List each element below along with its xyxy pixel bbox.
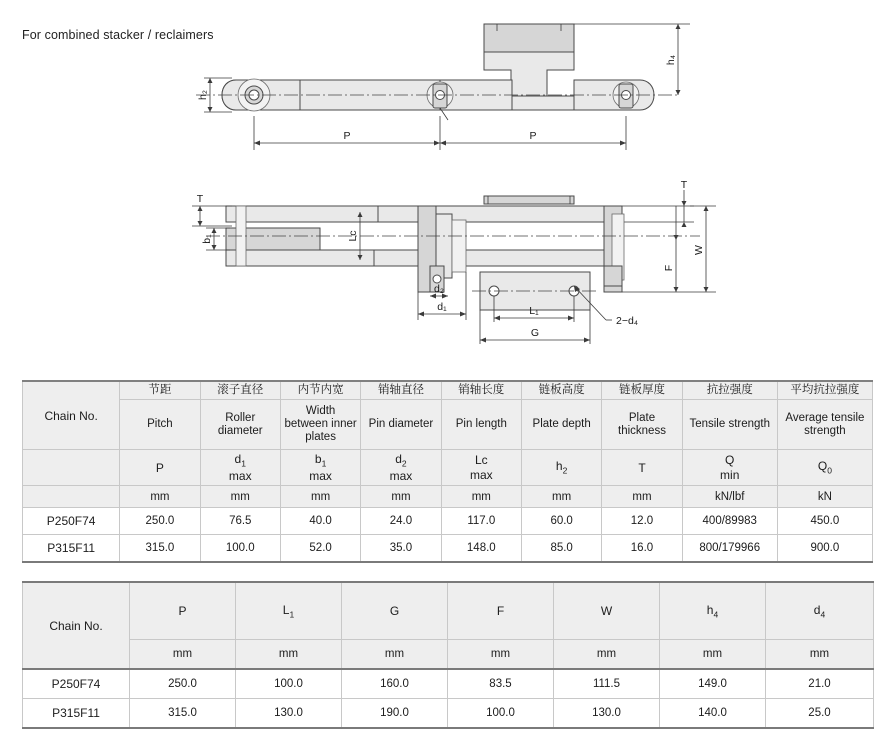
cell-value: 190.0: [342, 699, 448, 729]
cell-value: 24.0: [361, 508, 441, 535]
cell-value: 25.0: [766, 699, 874, 729]
cell-value: 315.0: [130, 699, 236, 729]
header-cjk-avg-tensile-strength: 平均抗拉强度: [777, 381, 872, 400]
unit-G: mm: [342, 640, 448, 670]
cell-value: 85.0: [521, 535, 601, 563]
cell-value: 250.0: [130, 669, 236, 699]
unit-W: mm: [554, 640, 660, 670]
label-h2: h₂: [197, 90, 209, 100]
header-d4: $d_4$: [766, 582, 874, 640]
table-row: [23, 508, 873, 535]
header-W: W: [554, 582, 660, 640]
header-cjk-tensile-strength: 抗拉强度: [682, 381, 777, 400]
unit-F: mm: [448, 640, 554, 670]
symbol-h2: $h_2$: [521, 450, 601, 486]
unit-d4: mm: [766, 640, 874, 670]
cell-value: 900.0: [777, 535, 872, 563]
cell-value: 130.0: [236, 699, 342, 729]
unit-Lc: mm: [441, 486, 521, 508]
header-L1: $L_1$: [236, 582, 342, 640]
cell-value: 250.0: [120, 508, 200, 535]
table-row-symbols: [23, 450, 873, 486]
cell-chain-no: P315F11: [23, 535, 120, 563]
header-cjk-pin-length: 销轴长度: [441, 381, 521, 400]
cell-value: 35.0: [361, 535, 441, 563]
cell-value: 60.0: [521, 508, 601, 535]
symbol-Q: Q min: [682, 450, 777, 486]
cell-value: 40.0: [280, 508, 360, 535]
header-en-pin-length: Pin length: [441, 400, 521, 450]
symbol-blank: [23, 450, 120, 486]
label-T-side: T: [196, 193, 204, 205]
header-h4: $h_4$: [660, 582, 766, 640]
unit-d1: mm: [200, 486, 280, 508]
cell-value: 76.5: [200, 508, 280, 535]
label-b1: b₁: [201, 234, 213, 244]
unit-blank: [23, 486, 120, 508]
chain-no-header: Chain No.: [23, 381, 120, 450]
cell-chain-no: P250F74: [23, 508, 120, 535]
cell-value: 450.0: [777, 508, 872, 535]
label-P-right: P: [529, 130, 537, 142]
symbol-T: T: [602, 450, 682, 486]
cell-chain-no: P250F74: [23, 669, 130, 699]
cell-value: 83.5: [448, 669, 554, 699]
label-L1: L₁: [529, 305, 539, 317]
cell-value: 16.0: [602, 535, 682, 563]
spec-tables: [22, 380, 873, 729]
cell-value: 111.5: [554, 669, 660, 699]
label-F: F: [663, 264, 675, 272]
unit-b1: mm: [280, 486, 360, 508]
header-cjk-inner-width: 内节内宽: [280, 381, 360, 400]
unit-Q0: kN: [777, 486, 872, 508]
unit-L1: mm: [236, 640, 342, 670]
table-row: [23, 669, 874, 699]
table-row: [23, 699, 874, 729]
header-en-avg-tensile-strength: Average tensile strength: [777, 400, 872, 450]
cell-value: 148.0: [441, 535, 521, 563]
cell-value: 100.0: [448, 699, 554, 729]
header-en-plate-depth: Plate depth: [521, 400, 601, 450]
unit-Q: kN/lbf: [682, 486, 777, 508]
cell-value: 130.0: [554, 699, 660, 729]
header-P: P: [130, 582, 236, 640]
table-row-header-cjk: [23, 381, 873, 400]
header-cjk-plate-thickness: 链板厚度: [602, 381, 682, 400]
header-F: F: [448, 582, 554, 640]
cell-value: 52.0: [280, 535, 360, 563]
header-en-pin-diameter: Pin diameter: [361, 400, 441, 450]
header-cjk-pitch: 节距: [120, 381, 200, 400]
label-d1: d₁: [437, 301, 447, 313]
header-en-roller-diameter: Roller diameter: [200, 400, 280, 450]
cell-value: 149.0: [660, 669, 766, 699]
cell-value: 100.0: [236, 669, 342, 699]
header-cjk-plate-depth: 链板高度: [521, 381, 601, 400]
label-d2: d₂: [434, 283, 444, 295]
unit-T: mm: [602, 486, 682, 508]
header-en-inner-width: Width between inner plates: [280, 400, 360, 450]
table-row-units: [23, 640, 874, 670]
label-T-top: T: [680, 179, 688, 191]
cell-value: 140.0: [660, 699, 766, 729]
label-Lc: Lc: [347, 230, 359, 242]
symbol-d2: $d_2$ max: [361, 450, 441, 486]
cell-value: 400/89983: [682, 508, 777, 535]
table-row-header-en: [23, 400, 873, 450]
header-en-plate-thickness: Plate thickness: [602, 400, 682, 450]
table-main-dimensions: [22, 380, 873, 563]
cell-value: 800/179966: [682, 535, 777, 563]
table-row-units: [23, 486, 873, 508]
cell-value: 160.0: [342, 669, 448, 699]
symbol-P: P: [120, 450, 200, 486]
symbol-d1: $d_1$ max: [200, 450, 280, 486]
cell-value: 315.0: [120, 535, 200, 563]
symbol-Q0: $Q_0$: [777, 450, 872, 486]
unit-d2: mm: [361, 486, 441, 508]
label-P-left: P: [343, 130, 351, 142]
cell-value: 117.0: [441, 508, 521, 535]
table-attachment-dimensions: [22, 581, 874, 729]
unit-h4: mm: [660, 640, 766, 670]
label-h4: h₄: [665, 54, 677, 66]
table-row-header: [23, 582, 874, 640]
header-cjk-roller-diameter: 滚子直径: [200, 381, 280, 400]
unit-P: mm: [120, 486, 200, 508]
cell-chain-no: P315F11: [23, 699, 130, 729]
chain-no-header: Chain No.: [23, 582, 130, 669]
unit-P: mm: [130, 640, 236, 670]
unit-h2: mm: [521, 486, 601, 508]
label-W: W: [693, 245, 705, 255]
header-cjk-pin-diameter: 销轴直径: [361, 381, 441, 400]
label-2-d4: 2−d₄: [616, 315, 639, 327]
page-caption: For combined stacker / reclaimers: [22, 28, 214, 42]
cell-value: 12.0: [602, 508, 682, 535]
label-G: G: [530, 327, 540, 339]
cell-value: 21.0: [766, 669, 874, 699]
cell-value: 100.0: [200, 535, 280, 563]
symbol-Lc: Lc max: [441, 450, 521, 486]
header-G: G: [342, 582, 448, 640]
header-en-tensile-strength: Tensile strength: [682, 400, 777, 450]
header-en-pitch: Pitch: [120, 400, 200, 450]
symbol-b1: $b_1$ max: [280, 450, 360, 486]
table-row: [23, 535, 873, 563]
